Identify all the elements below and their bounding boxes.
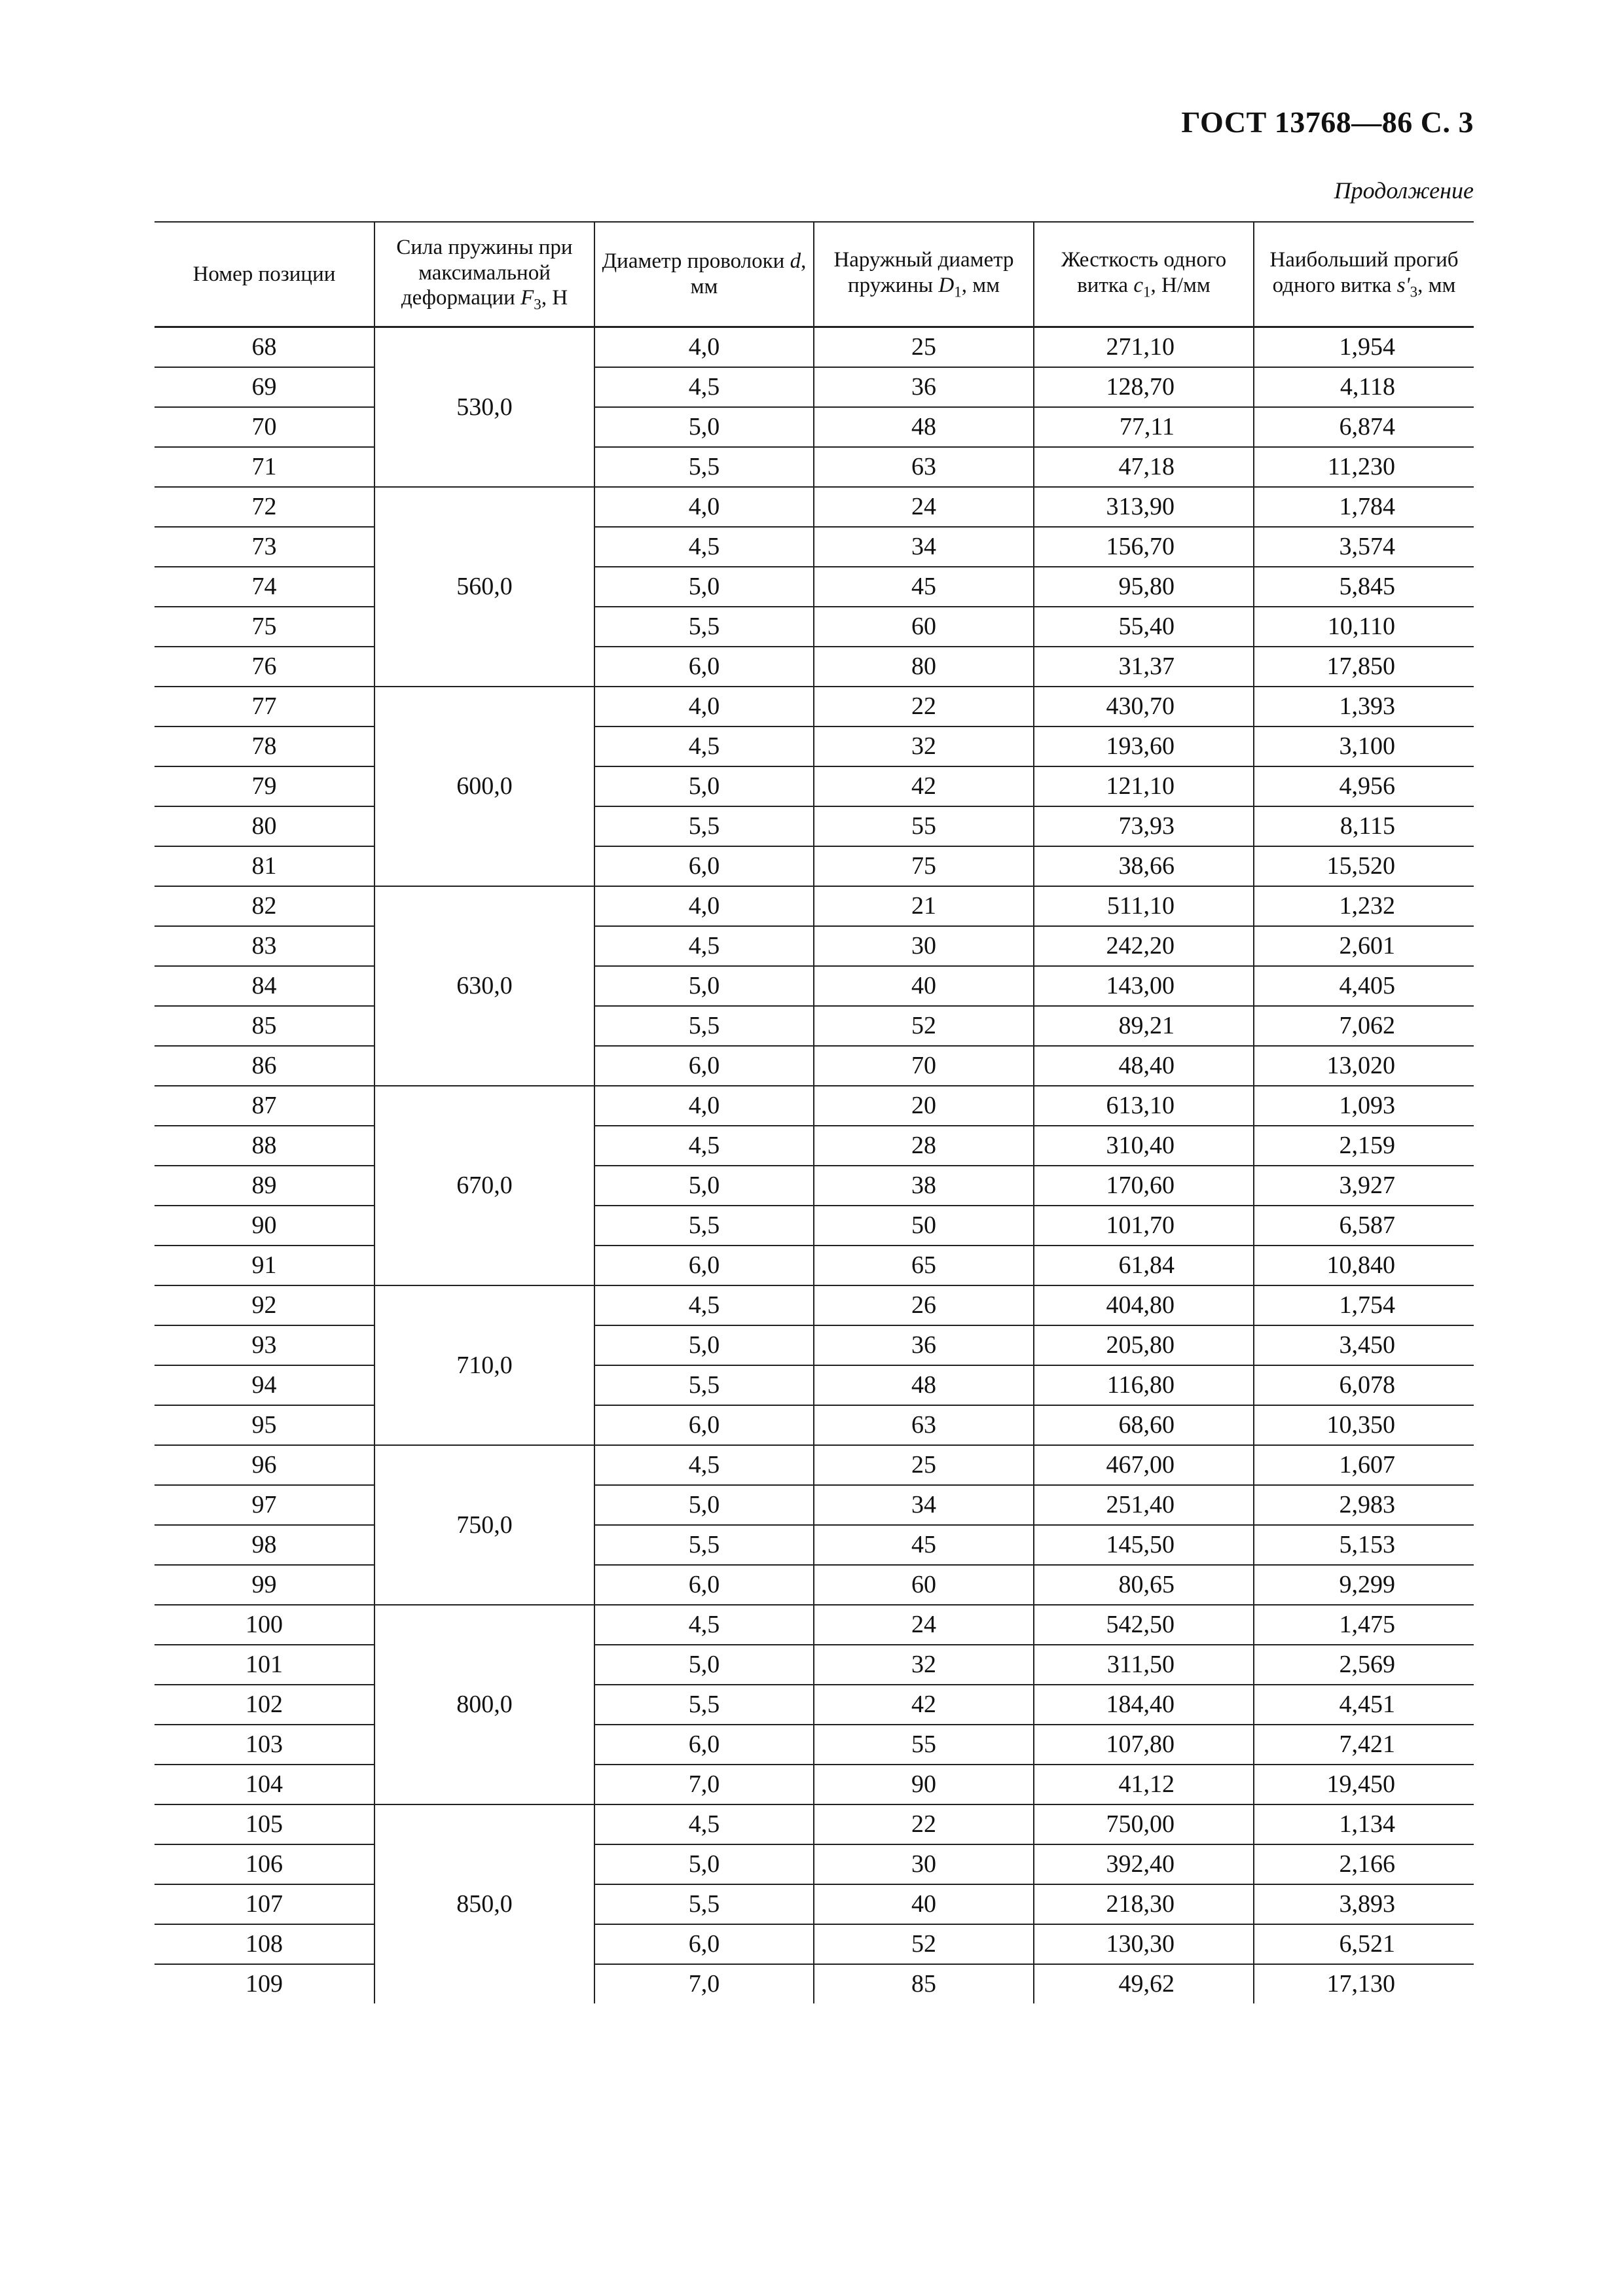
table-row [155,1086,1474,1126]
cell-stiffness: 73,93 [1034,806,1254,846]
cell-stiffness: 404,80 [1034,1285,1254,1325]
cell-position: 100 [155,1605,374,1645]
cell-wire-diameter: 5,0 [594,407,814,447]
cell-wire-diameter: 4,0 [594,687,814,726]
cell-position: 90 [155,1206,374,1246]
cell-stiffness: 130,30 [1034,1924,1254,1964]
table-row [155,687,1474,726]
cell-position: 102 [155,1685,374,1725]
cell-deflection: 2,601 [1254,926,1474,966]
cell-position: 84 [155,966,374,1006]
cell-outer-diameter: 75 [814,846,1034,886]
cell-outer-diameter: 55 [814,1725,1034,1765]
cell-deflection: 1,784 [1254,487,1474,527]
cell-force: 530,0 [374,327,594,488]
cell-position: 93 [155,1325,374,1365]
cell-stiffness: 89,21 [1034,1006,1254,1046]
cell-deflection: 7,062 [1254,1006,1474,1046]
cell-outer-diameter: 22 [814,687,1034,726]
cell-wire-diameter: 5,5 [594,1365,814,1405]
cell-outer-diameter: 70 [814,1046,1034,1086]
cell-force: 670,0 [374,1086,594,1285]
cell-stiffness: 156,70 [1034,527,1254,567]
cell-stiffness: 170,60 [1034,1166,1254,1206]
cell-outer-diameter: 36 [814,1325,1034,1365]
cell-stiffness: 271,10 [1034,327,1254,368]
cell-position: 83 [155,926,374,966]
cell-deflection: 10,840 [1254,1246,1474,1285]
cell-deflection: 17,850 [1254,647,1474,687]
cell-wire-diameter: 4,0 [594,327,814,368]
cell-position: 101 [155,1645,374,1685]
table-row [155,1325,1474,1365]
cell-outer-diameter: 65 [814,1246,1034,1285]
cell-outer-diameter: 42 [814,1685,1034,1725]
cell-stiffness: 121,10 [1034,766,1254,806]
cell-wire-diameter: 6,0 [594,1924,814,1964]
cell-stiffness: 511,10 [1034,886,1254,926]
cell-stiffness: 116,80 [1034,1365,1254,1405]
table-row [155,647,1474,687]
cell-deflection: 9,299 [1254,1565,1474,1605]
cell-position: 87 [155,1086,374,1126]
cell-outer-diameter: 40 [814,966,1034,1006]
cell-deflection: 11,230 [1254,447,1474,487]
table-row [155,407,1474,447]
cell-wire-diameter: 4,5 [594,1804,814,1844]
cell-wire-diameter: 4,5 [594,527,814,567]
cell-wire-diameter: 5,0 [594,1485,814,1525]
cell-wire-diameter: 5,0 [594,1844,814,1884]
cell-outer-diameter: 36 [814,367,1034,407]
cell-wire-diameter: 5,5 [594,806,814,846]
cell-wire-diameter: 5,5 [594,1525,814,1565]
cell-position: 70 [155,407,374,447]
cell-outer-diameter: 60 [814,607,1034,647]
cell-outer-diameter: 50 [814,1206,1034,1246]
cell-position: 77 [155,687,374,726]
cell-outer-diameter: 45 [814,567,1034,607]
table-row [155,1844,1474,1884]
cell-stiffness: 430,70 [1034,687,1254,726]
cell-stiffness: 38,66 [1034,846,1254,886]
cell-outer-diameter: 22 [814,1804,1034,1844]
table-row [155,1405,1474,1445]
cell-stiffness: 41,12 [1034,1765,1254,1804]
cell-stiffness: 107,80 [1034,1725,1254,1765]
cell-wire-diameter: 5,0 [594,966,814,1006]
table-row [155,1365,1474,1405]
cell-wire-diameter: 5,0 [594,1645,814,1685]
cell-wire-diameter: 4,5 [594,1285,814,1325]
cell-position: 79 [155,766,374,806]
cell-position: 88 [155,1126,374,1166]
cell-deflection: 3,450 [1254,1325,1474,1365]
table-row [155,1246,1474,1285]
cell-position: 108 [155,1924,374,1964]
header-deflection: Наибольший прогиб одного витка $s'_3$, мм [1254,222,1474,327]
cell-force: 750,0 [374,1445,594,1605]
cell-position: 103 [155,1725,374,1765]
cell-wire-diameter: 7,0 [594,1964,814,2003]
table-row [155,367,1474,407]
cell-deflection: 1,393 [1254,687,1474,726]
cell-outer-diameter: 24 [814,1605,1034,1645]
cell-deflection: 4,956 [1254,766,1474,806]
cell-deflection: 3,100 [1254,726,1474,766]
cell-wire-diameter: 5,0 [594,1166,814,1206]
table-row [155,1006,1474,1046]
table-row [155,806,1474,846]
cell-deflection: 2,166 [1254,1844,1474,1884]
cell-wire-diameter: 6,0 [594,647,814,687]
cell-deflection: 17,130 [1254,1964,1474,2003]
cell-wire-diameter: 5,0 [594,1325,814,1365]
cell-outer-diameter: 63 [814,1405,1034,1445]
cell-wire-diameter: 6,0 [594,1405,814,1445]
cell-outer-diameter: 90 [814,1765,1034,1804]
cell-deflection: 8,115 [1254,806,1474,846]
cell-outer-diameter: 45 [814,1525,1034,1565]
cell-outer-diameter: 32 [814,1645,1034,1685]
cell-outer-diameter: 52 [814,1924,1034,1964]
cell-force: 600,0 [374,687,594,886]
table-row [155,1804,1474,1844]
cell-wire-diameter: 5,5 [594,1884,814,1924]
cell-deflection: 3,927 [1254,1166,1474,1206]
spring-spec-table [155,221,1474,2003]
cell-position: 72 [155,487,374,527]
table-row [155,726,1474,766]
cell-stiffness: 218,30 [1034,1884,1254,1924]
cell-position: 89 [155,1166,374,1206]
cell-stiffness: 193,60 [1034,726,1254,766]
cell-wire-diameter: 6,0 [594,1046,814,1086]
cell-position: 99 [155,1565,374,1605]
cell-wire-diameter: 4,0 [594,487,814,527]
cell-position: 107 [155,1884,374,1924]
cell-position: 78 [155,726,374,766]
cell-deflection: 5,845 [1254,567,1474,607]
cell-stiffness: 145,50 [1034,1525,1254,1565]
cell-position: 73 [155,527,374,567]
cell-wire-diameter: 5,0 [594,766,814,806]
cell-stiffness: 184,40 [1034,1685,1254,1725]
cell-outer-diameter: 20 [814,1086,1034,1126]
cell-position: 71 [155,447,374,487]
table-row [155,1525,1474,1565]
cell-outer-diameter: 34 [814,527,1034,567]
cell-outer-diameter: 63 [814,447,1034,487]
table-row [155,327,1474,368]
cell-wire-diameter: 6,0 [594,1565,814,1605]
cell-outer-diameter: 30 [814,926,1034,966]
cell-wire-diameter: 4,0 [594,1086,814,1126]
cell-outer-diameter: 48 [814,1365,1034,1405]
table-row [155,1924,1474,1964]
cell-deflection: 6,874 [1254,407,1474,447]
cell-position: 68 [155,327,374,368]
cell-outer-diameter: 28 [814,1126,1034,1166]
cell-stiffness: 31,37 [1034,647,1254,687]
cell-deflection: 1,134 [1254,1804,1474,1844]
cell-outer-diameter: 52 [814,1006,1034,1046]
cell-outer-diameter: 32 [814,726,1034,766]
cell-deflection: 10,350 [1254,1405,1474,1445]
table-row [155,447,1474,487]
table-row [155,1884,1474,1924]
table-row [155,1206,1474,1246]
cell-deflection: 19,450 [1254,1765,1474,1804]
cell-wire-diameter: 7,0 [594,1765,814,1804]
table-row [155,1285,1474,1325]
cell-position: 105 [155,1804,374,1844]
cell-position: 91 [155,1246,374,1285]
table-row [155,1166,1474,1206]
cell-stiffness: 311,50 [1034,1645,1254,1685]
cell-position: 104 [155,1765,374,1804]
header-force: Сила пружины при максимальной деформации $F_3$, Н [374,222,594,327]
cell-stiffness: 205,80 [1034,1325,1254,1365]
cell-stiffness: 313,90 [1034,487,1254,527]
cell-position: 94 [155,1365,374,1405]
cell-position: 82 [155,886,374,926]
document-id: ГОСТ 13768—86 С. 3 [1181,105,1474,139]
cell-outer-diameter: 85 [814,1964,1034,2003]
table-row [155,846,1474,886]
cell-position: 69 [155,367,374,407]
cell-position: 96 [155,1445,374,1485]
cell-wire-diameter: 6,0 [594,1246,814,1285]
cell-position: 97 [155,1485,374,1525]
table-row [155,1126,1474,1166]
cell-stiffness: 242,20 [1034,926,1254,966]
cell-deflection: 4,451 [1254,1685,1474,1725]
cell-stiffness: 47,18 [1034,447,1254,487]
table-row [155,1046,1474,1086]
cell-deflection: 1,607 [1254,1445,1474,1485]
table-row [155,1605,1474,1645]
cell-deflection: 1,093 [1254,1086,1474,1126]
cell-outer-diameter: 40 [814,1884,1034,1924]
cell-deflection: 3,574 [1254,527,1474,567]
continuation-label: Продолжение [1334,177,1474,204]
cell-force: 630,0 [374,886,594,1086]
cell-position: 80 [155,806,374,846]
cell-deflection: 7,421 [1254,1725,1474,1765]
header-outer-diameter: Наружный диаметр пружины $D_1$, мм [814,222,1034,327]
cell-outer-diameter: 25 [814,1445,1034,1485]
cell-deflection: 1,232 [1254,886,1474,926]
table-row [155,527,1474,567]
cell-wire-diameter: 5,5 [594,1685,814,1725]
table-row [155,1565,1474,1605]
cell-position: 86 [155,1046,374,1086]
table-row [155,1725,1474,1765]
cell-deflection: 15,520 [1254,846,1474,886]
cell-wire-diameter: 4,5 [594,367,814,407]
cell-outer-diameter: 55 [814,806,1034,846]
cell-stiffness: 61,84 [1034,1246,1254,1285]
table-row [155,567,1474,607]
cell-deflection: 4,118 [1254,367,1474,407]
cell-deflection: 3,893 [1254,1884,1474,1924]
cell-wire-diameter: 4,0 [594,886,814,926]
table-row [155,886,1474,926]
cell-deflection: 4,405 [1254,966,1474,1006]
table-row [155,1685,1474,1725]
cell-outer-diameter: 21 [814,886,1034,926]
cell-outer-diameter: 25 [814,327,1034,368]
cell-outer-diameter: 80 [814,647,1034,687]
cell-outer-diameter: 24 [814,487,1034,527]
cell-force: 850,0 [374,1804,594,2003]
cell-wire-diameter: 5,0 [594,567,814,607]
cell-deflection: 2,983 [1254,1485,1474,1525]
cell-stiffness: 392,40 [1034,1844,1254,1884]
table-row [155,966,1474,1006]
cell-position: 95 [155,1405,374,1445]
cell-outer-diameter: 42 [814,766,1034,806]
cell-position: 75 [155,607,374,647]
cell-stiffness: 128,70 [1034,367,1254,407]
cell-wire-diameter: 4,5 [594,1605,814,1645]
cell-stiffness: 95,80 [1034,567,1254,607]
cell-stiffness: 143,00 [1034,966,1254,1006]
cell-position: 98 [155,1525,374,1565]
cell-stiffness: 467,00 [1034,1445,1254,1485]
cell-stiffness: 48,40 [1034,1046,1254,1086]
cell-stiffness: 68,60 [1034,1405,1254,1445]
header-stiffness: Жесткость одного витка $c_1$, Н/мм [1034,222,1254,327]
cell-deflection: 6,521 [1254,1924,1474,1964]
cell-deflection: 13,020 [1254,1046,1474,1086]
table-body [155,327,1474,2004]
cell-deflection: 2,569 [1254,1645,1474,1685]
cell-position: 85 [155,1006,374,1046]
table-row [155,1485,1474,1525]
cell-wire-diameter: 5,5 [594,1206,814,1246]
cell-position: 76 [155,647,374,687]
cell-deflection: 1,754 [1254,1285,1474,1325]
cell-outer-diameter: 34 [814,1485,1034,1525]
table-row [155,1765,1474,1804]
cell-wire-diameter: 5,5 [594,1006,814,1046]
cell-deflection: 10,110 [1254,607,1474,647]
cell-stiffness: 310,40 [1034,1126,1254,1166]
cell-wire-diameter: 4,5 [594,1126,814,1166]
cell-wire-diameter: 5,5 [594,607,814,647]
cell-stiffness: 750,00 [1034,1804,1254,1844]
cell-position: 81 [155,846,374,886]
cell-stiffness: 77,11 [1034,407,1254,447]
cell-position: 109 [246,1970,283,1998]
cell-wire-diameter: 4,5 [594,1445,814,1485]
cell-stiffness: 80,65 [1034,1565,1254,1605]
cell-outer-diameter: 26 [814,1285,1034,1325]
cell-stiffness: 613,10 [1034,1086,1254,1126]
cell-stiffness: 49,62 [1034,1964,1254,2003]
table-row [155,926,1474,966]
cell-outer-diameter: 48 [814,407,1034,447]
table-row [155,1445,1474,1485]
cell-wire-diameter: 4,5 [594,726,814,766]
header-position: Номер позиции [155,222,374,327]
cell-deflection: 2,159 [1254,1126,1474,1166]
cell-wire-diameter: 4,5 [594,926,814,966]
cell-deflection: 6,078 [1254,1365,1474,1405]
cell-deflection: 1,954 [1254,327,1474,368]
cell-wire-diameter: 5,5 [594,447,814,487]
cell-position: 92 [155,1285,374,1325]
table-row [155,607,1474,647]
cell-outer-diameter: 38 [814,1166,1034,1206]
cell-outer-diameter: 30 [814,1844,1034,1884]
cell-stiffness: 542,50 [1034,1605,1254,1645]
table-row [155,1964,1474,2003]
table-row [155,487,1474,527]
cell-stiffness: 251,40 [1034,1485,1254,1525]
cell-stiffness: 55,40 [1034,607,1254,647]
cell-wire-diameter: 6,0 [594,846,814,886]
table-row [155,1645,1474,1685]
table-row [155,766,1474,806]
cell-deflection: 6,587 [1254,1206,1474,1246]
cell-wire-diameter: 6,0 [594,1725,814,1765]
cell-position: 106 [155,1844,374,1884]
cell-stiffness: 101,70 [1034,1206,1254,1246]
cell-outer-diameter: 60 [814,1565,1034,1605]
cell-deflection: 1,475 [1254,1605,1474,1645]
cell-force: 560,0 [374,487,594,687]
cell-position: 74 [155,567,374,607]
cell-force: 710,0 [374,1285,594,1445]
cell-force: 800,0 [374,1605,594,1804]
header-wire-diameter: Диаметр проволоки d, мм [594,222,814,327]
cell-deflection: 5,153 [1254,1525,1474,1565]
table-header-row [155,222,1474,327]
